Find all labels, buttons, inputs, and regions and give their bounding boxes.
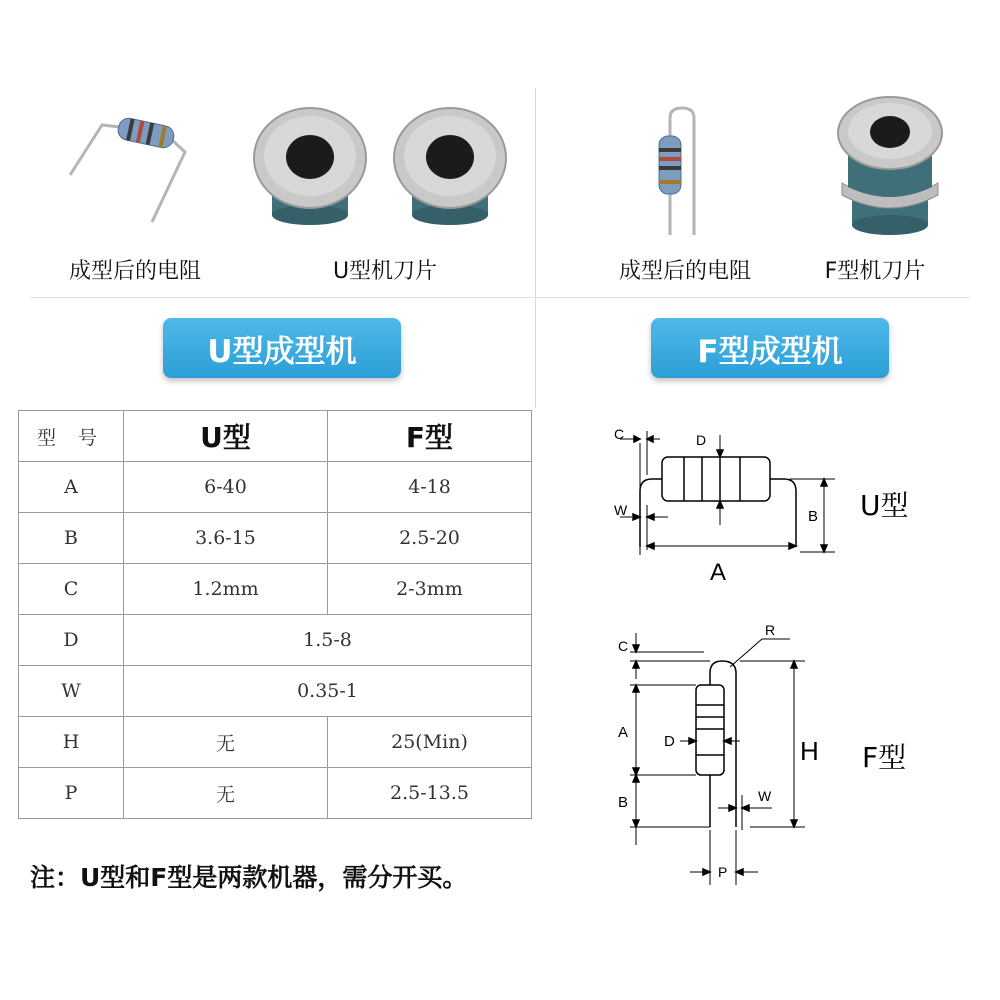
u-label-c: C — [614, 426, 625, 442]
row-label: A — [19, 462, 124, 513]
f-diagram-title: F型 — [862, 741, 907, 774]
u-blade-caption: U型机刀片 — [332, 259, 438, 284]
header-f: F型 — [328, 411, 532, 462]
u-label-d: D — [696, 432, 707, 448]
f-label-d: D — [664, 733, 675, 750]
f-resistor-caption: 成型后的电阻 — [618, 259, 751, 284]
row-label: C — [19, 564, 124, 615]
f-machine-badge: F型成型机 — [651, 318, 889, 378]
f-value: 2.5-20 — [328, 513, 532, 564]
horizontal-divider — [30, 297, 970, 298]
f-label-c: C — [618, 638, 629, 654]
header-model-label: 型 号 — [19, 411, 124, 462]
table-row — [19, 513, 532, 564]
table-row — [19, 768, 532, 819]
u-value: 6-40 — [124, 462, 328, 513]
u-blade-image-1 — [250, 100, 370, 235]
u-label-w: W — [614, 502, 628, 518]
u-value: 3.6-15 — [124, 513, 328, 564]
table-row — [19, 564, 532, 615]
u-blade-image-2 — [390, 100, 510, 235]
header-u: U型 — [124, 411, 328, 462]
f-label-r: R — [765, 622, 776, 638]
u-label-b: B — [808, 508, 819, 525]
f-blade-caption: F型机刀片 — [824, 259, 926, 284]
row-label: B — [19, 513, 124, 564]
f-formed-resistor-image — [650, 100, 720, 240]
f-value: 25(Min) — [328, 717, 532, 768]
shared-value: 1.5-8 — [124, 615, 532, 666]
u-diagram-title: U型 — [860, 489, 909, 522]
f-blade-image — [830, 95, 950, 245]
spec-table — [18, 410, 532, 819]
purchase-note: 注：U型和F型是两款机器，需分开买。 — [30, 863, 468, 892]
f-dimension-diagram — [600, 615, 990, 890]
u-value: 无 — [124, 768, 328, 819]
row-label: H — [19, 717, 124, 768]
f-value: 2.5-13.5 — [328, 768, 532, 819]
u-formed-resistor-image — [60, 100, 200, 230]
f-label-h: H — [800, 736, 819, 766]
row-label: D — [19, 615, 124, 666]
u-value: 无 — [124, 717, 328, 768]
f-value: 4-18 — [328, 462, 532, 513]
table-row — [19, 717, 532, 768]
u-dimension-diagram — [590, 415, 990, 590]
u-label-a: A — [710, 559, 727, 586]
f-label-p: P — [718, 864, 728, 880]
table-row — [19, 462, 532, 513]
table-row — [19, 615, 532, 666]
table-header-row — [19, 411, 532, 462]
row-label: W — [19, 666, 124, 717]
u-value: 1.2mm — [124, 564, 328, 615]
u-machine-badge: U型成型机 — [163, 318, 401, 378]
f-label-a: A — [618, 724, 629, 741]
u-resistor-caption: 成型后的电阻 — [68, 259, 201, 284]
f-label-w: W — [758, 788, 772, 804]
f-value: 2-3mm — [328, 564, 532, 615]
table-row — [19, 666, 532, 717]
vertical-divider — [535, 88, 536, 408]
row-label: P — [19, 768, 124, 819]
shared-value: 0.35-1 — [124, 666, 532, 717]
f-label-b: B — [618, 794, 629, 811]
